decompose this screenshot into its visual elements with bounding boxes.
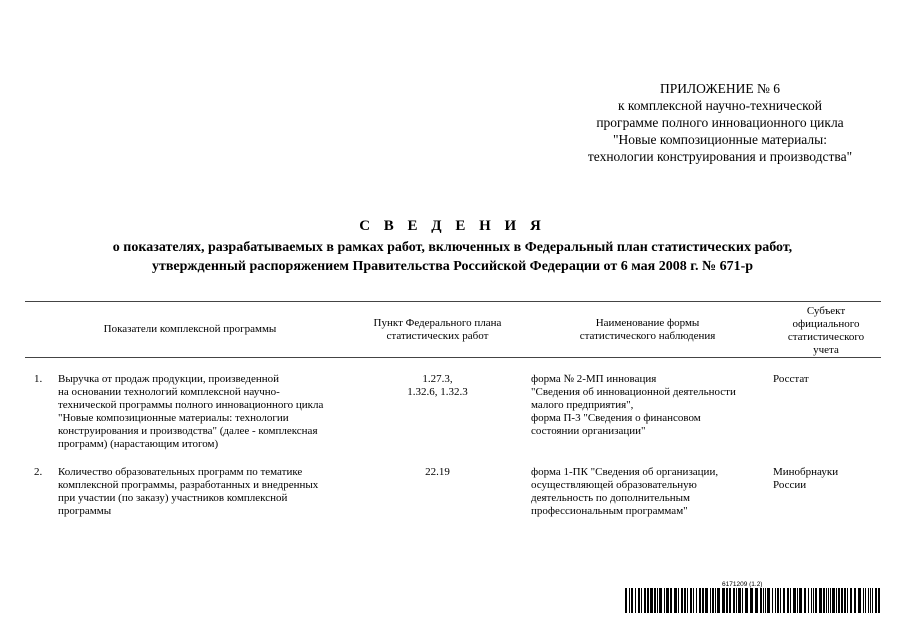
table-top-rule [25, 301, 881, 302]
barcode-image [625, 588, 883, 613]
appendix-header [520, 80, 905, 165]
appendix-line: ПРИЛОЖЕНИЕ № 6 [659, 81, 781, 96]
row-subject: Росстат [773, 373, 809, 385]
row-form: форма 1-ПК "Сведения об организации, осуществляющей образовательную деятельность по дополнительным профессиональным программам" [531, 466, 719, 517]
appendix-line: к комплексной научно-технической [618, 98, 822, 113]
row-number: 1. [34, 373, 43, 385]
row-plan-item: 22.19 [425, 466, 450, 478]
appendix-line: программе полного инновационного цикла [596, 115, 844, 130]
header-indicators: Показатели комплексной программы [103, 323, 277, 335]
row-form: форма № 2-МП инновация "Сведения об инновационной деятельности малого предприятия", форма П-3 "Сведения о финансовом состоянии организации" [531, 373, 736, 437]
barcode-number: 6171209 (1.2) [722, 581, 763, 588]
row-indicator: Выручка от продаж продукции, произведенной на основании технологий комплексной научно- технической программы полного инновационного цикла "Новые композиционные материалы: технологии конструирования и производства" (далее - комплексная программ) (нарастающим итогом) [58, 373, 324, 450]
row-indicator: Количество образовательных программ по тематике комплексной программы, разработанных и внедренных при участии (по заказу) участников комплексной программы [58, 466, 319, 517]
header-plan-item: Пункт Федерального плана статистических работ [373, 317, 502, 342]
document-title: С В Е Д Е Н И Я [359, 218, 546, 234]
subtitle-line: о показателях, разрабатываемых в рамках работ, включенных в Федеральный план статистических работ, [112, 240, 793, 255]
row-number: 2. [34, 466, 43, 478]
row-plan-item: 1.27.3, 1.32.6, 1.32.3 [407, 373, 468, 398]
appendix-line: технологии конструирования и производства" [587, 149, 853, 164]
row-subject: Минобрнауки России [773, 466, 839, 491]
appendix-line: "Новые композиционные материалы: [613, 132, 827, 147]
document-subtitle [0, 238, 905, 276]
header-form-name: Наименование формы статистического наблюдения [579, 317, 716, 342]
header-subject: Субъект официального статистического учета [787, 305, 865, 356]
subtitle-line: утвержденный распоряжением Правительства Российской Федерации от 6 мая 2008 г. № 671-р [151, 259, 754, 274]
table-header-rule [25, 357, 881, 358]
